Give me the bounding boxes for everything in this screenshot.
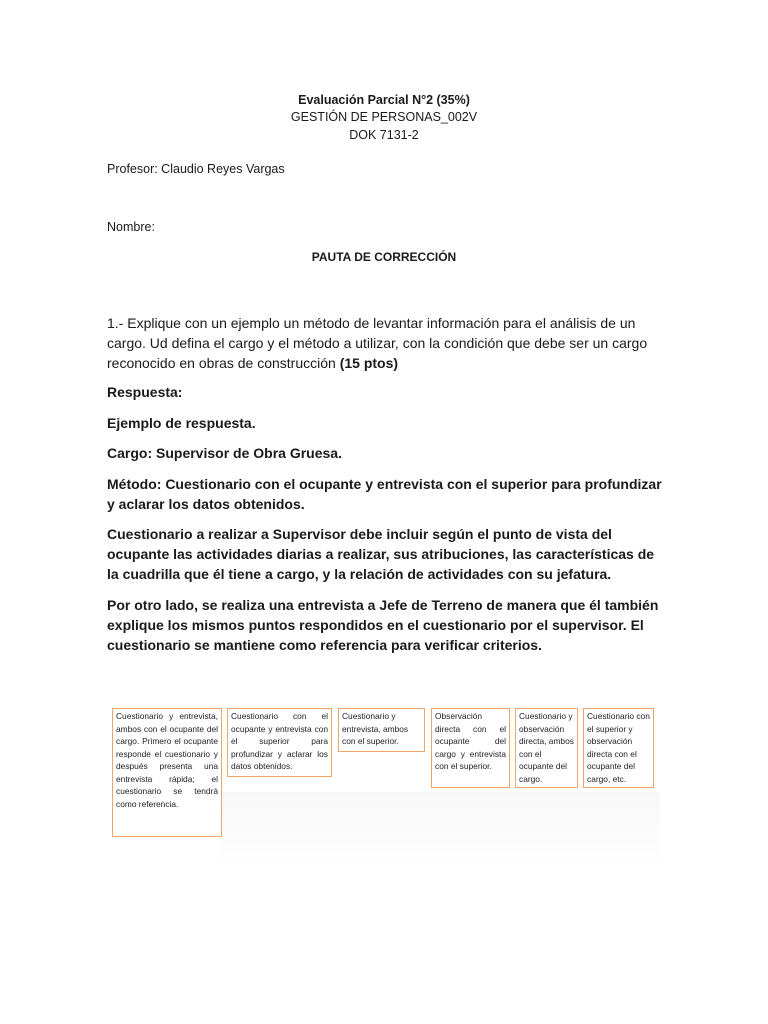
answer-cuestionario: Cuestionario a realizar a Supervisor debe incluir según el punto de vista del ocupante las actividades diarias a realizar, sus atribuciones, las características de la cuadrilla que él tiene a cargo, y la relación de actividades con su jefatura.: [107, 526, 655, 582]
option-box-2: Cuestionario con el ocupante y entrevista con el superior para profundizar y aclarar los datos obtenidos.: [227, 708, 332, 777]
question-points: (15 ptos): [339, 355, 399, 371]
faded-background: [220, 792, 660, 867]
question-1: [107, 313, 662, 373]
exam-code: DOK 7131-2: [349, 128, 419, 142]
exam-title: Evaluación Parcial N°2 (35%): [298, 93, 470, 107]
option-box-3: Cuestionario y entrevista, ambos con el superior.: [338, 708, 425, 752]
section-title: PAUTA DE CORRECCIÓN: [311, 250, 457, 264]
answer-example: Ejemplo de respuesta.: [107, 415, 256, 431]
answer-label: Respuesta:: [107, 384, 183, 400]
answer-entrevista: Por otro lado, se realiza una entrevista a Jefe de Terreno de manera que él también explique los mismos puntos respondidos en el cuestionario por el supervisor. El cuestionario se mantiene como referencia para verificar criterios.: [107, 597, 659, 653]
professor-line: Profesor: Claudio Reyes Vargas: [107, 162, 285, 176]
option-box-4: Observación directa con el ocupante del cargo y entrevista con el superior.: [431, 708, 510, 788]
exam-subject: GESTIÓN DE PERSONAS_002V: [290, 110, 478, 124]
option-box-5: Cuestionario y observación directa, ambos con el ocupante del cargo.: [515, 708, 578, 788]
option-box-6: Cuestionario con el superior y observación directa con el ocupante del cargo, etc.: [583, 708, 654, 788]
name-label: Nombre:: [107, 220, 155, 234]
answer-metodo: Método: Cuestionario con el ocupante y entrevista con el superior para profundizar y aclarar los datos obtenidos.: [107, 476, 662, 512]
answer-cargo: Cargo: Supervisor de Obra Gruesa.: [107, 445, 342, 461]
option-box-1: Cuestionario y entrevista, ambos con el ocupante del cargo. Primero el ocupante responde el cuestionario y después presenta una entrevista rápida; el cuestionario se tendrá como referencia.: [112, 708, 222, 837]
question-text: 1.- Explique con un ejemplo un método de levantar información para el análisis de un cargo. Ud defina el cargo y el método a utilizar, con la condición que debe ser un cargo reconocido en obras de construcción: [107, 315, 648, 371]
